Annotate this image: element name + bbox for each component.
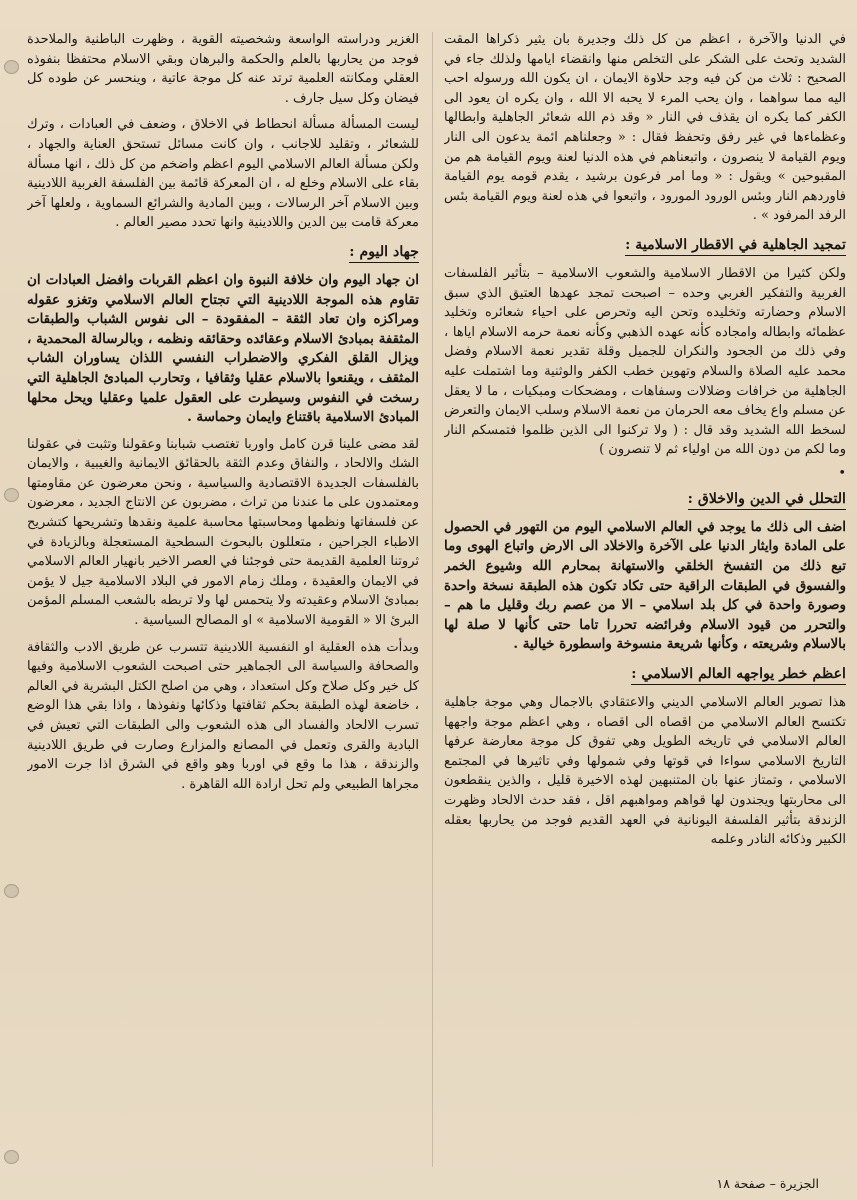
paragraph: في الدنيا والآخرة ، اعظم من كل ذلك وجديرة بان يثير ذكراها المقت الشديد وتحث على الشكر على التخلص منها وانقضاء ايامها ولذلك جاء في الصحيح : ثلاث من كن فيه وجد حلاوة الايمان ، ان يكون الله ورسوله احب اليه مما سواهما ، وان يحب المرء لا يحبه الا الله ، وان يكره ان يعود الى الكفر كما يكره ان يقذف في النار « وقد ذم الله شعائر الجاهلية وابطالها وعظماءها في غير رفق وتحفظ فقال : « وجعلناهم ائمة يدعون الى النار ويوم القيامة لا ينصرون ، واتبعناهم في هذه الدنيا لعنة ويوم القيامة هم من المقبوحين » ويقول : « وما امر فرعون برشيد ، يقدم قومه يوم القيامة فاوردهم النار وبئس الورود المورود ، واتبعوا في هذه لعنة ويوم القيامة بئس الرفد المرفود » . xyxy=(444,32,846,224)
paragraph: اضف الى ذلك ما يوجد في العالم الاسلامي اليوم من التهور في الحصول على المادة وايثار الدنيا على الآخرة والاخلاد الى الارض واتباع الهوى وما تبع ذلك من التفسخ الخلقي والاستهانة بمحارم الله وشيوع الخمر والفسوق في الطبقات الراقية حتى تكاد تكون هذه الطبقة نسخة واحدة وصورة واحدة في كل بلد اسلامي – الا من عصم ربك وقليل ما هم – والتحرر من قيود الاسلام وفرائضه تحررا تاما حتى كأنها لا صلة لها بالاسلام وشريعته ، وكأنها شريعة منسوخة واسطورة خيالية . xyxy=(444,518,846,653)
section-heading: التحلل في الدين والاخلاق : xyxy=(688,491,846,510)
binder-hole xyxy=(4,60,19,74)
section-heading: اعظم خطر يواجهه العالم الاسلامي : xyxy=(631,666,846,685)
binder-hole xyxy=(4,488,19,502)
column-divider xyxy=(432,32,433,1167)
paragraph: وبدأت هذه العقلية او النفسية اللادينية تتسرب عن طريق الادب والثقافة والصحافة والسياسة الى الجماهير حتى اصبحت الشعوب الاسلامية وفيها كل خير وكل صلاح وكل استعداد ، وهي من اصلح الكتل البشرية في العالم ، خاضعة لهذه الطبقة بحكم ثقافتها وذكائها ونفوذها ، واذا بقي هذا الوضع تسرب الالحاد والفساد الى هذه الشعوب والى الطبقات التي تعيش في البادية والقرى وتعمل في المصانع والمزارع وصارت في طريق اللادينية والزندقة ، هذا ما وقع في اوربا وهو واقع في الشرق اذا جرت الامور مجراها الطبيعي ولم تحل ارادة الله القاهرة . xyxy=(27,639,419,792)
separator-dot: • xyxy=(838,465,846,481)
left-column xyxy=(27,30,419,1160)
right-column xyxy=(444,30,846,1160)
section-heading: جهاد اليوم : xyxy=(349,244,419,263)
paragraph: ليست المسألة مسألة انحطاط في الاخلاق ، وضعف في العبادات ، وترك للشعائر ، وتقليد للاجانب ، وان كانت مسائل تستحق العناية والجهاد ، ولكن مسألة العالم الاسلامي اليوم اعظم واضخم من كل ذلك ، انها مسألة بقاء على الاسلام وخلع له ، ان المعركة قائمة بين الفلسفة الغربية اللادينية وبين الاسلام آخر الرسالات ، وبين المادية والشرائع السماوية ، ولعلها آخر معركة قامت بين الدين واللادينية وانها تحدد مصير العالم . xyxy=(27,117,419,231)
paragraph: ولكن كثيرا من الاقطار الاسلامية والشعوب الاسلامية – بتأثير الفلسفات الغربية والتفكير الغربي وحده – اصبحت تمجد عهدها العتيق الذي سبق الاسلام وحضارته وتخليده وتحن اليه وتحرص على احياء شعائره وتخليد عظمائه وابطاله وامجاده كأنه عهده الذهبي وكأنه نعمة حرمه الاسلام اياها ، وفي ذلك من الجحود والنكران للجميل وقلة تقدير نعمة الاسلام وفضل محمد عليه الصلاة والسلام وتهوين خطب الكفر والوثنية وما اشتملت عليه الجاهلية من خرافات وضلالات وسفاهات ، ومضحكات ومبكيات ، ما لا يعقل عن مسلم واع يخاف معه الحرمان من نعمة الاسلام وسلب الايمان والتعرض لسخط الله الشديد وقد قال : ( ولا تركنوا الى الذين ظلموا فتمسكم النار وما لكم من دون الله من اولياء ثم لا تنصرون ) xyxy=(444,265,846,458)
paragraph: لقد مضى علينا قرن كامل واوربا تغتصب شبابنا وعقولنا وتثبت في عقولنا الشك والالحاد ، والنفاق وعدم الثقة بالحقائق الايمانية والغيبية ، والايمان بالفلسفات الجديدة الاقتصادية والسياسية ، ونحن معرضون عن مقاومتها ومعتمدون على ما عندنا من تراث ، مضربون عن الانتاج الجديد ، معرضون عن فلسفاتها ونظمها ومحاسبتها محاسبة علمية ونقدها وتشريحها كتشريح الاطباء الجراحين ، متعللون بالبحوث السطحية المستعجلة وبالزيادة في ثروتنا العلمية القديمة حتى فوجئنا في العصر الاخير بانهيار العالم الاسلامي في الايمان والعقيدة ، وملك زمام الامور في البلاد الاسلامية جيل لا يؤمن بمبادئ الاسلام وعقيدته ولا يتحمس لها ولا تربطه بالشعب المسلم المؤمن البرئ الا « القومية الاسلامية » او المصالح السياسية . xyxy=(27,436,419,629)
paragraph: الغزير ودراسته الواسعة وشخصيته القوية ، وظهرت الباطنية والملاحدة فوجد من يحاربها بالعلم والحكمة والبرهان وبقي الاسلام محتفظا بنفوذه العقلي ومكانته العلمية ترتد عنه كل موجة عاتية ، وينحسر عن طوده كل فيضان وكل سيل جارف . xyxy=(27,32,419,106)
binder-hole xyxy=(4,884,19,898)
section-heading: تمجيد الجاهلية في الاقطار الاسلامية : xyxy=(625,237,846,256)
paragraph: هذا تصوير العالم الاسلامي الديني والاعتقادي بالاجمال وهي موجة جاهلية تكتسح العالم الاسلامي من اقصاه الى اقصاه ، وهي اعظم موجة واجهها العالم الاسلامي في تاريخه الطويل وهي تفوق كل موجة معارضة عرفها التاريخ الاسلامي سواءا في قوتها وفي شمولها وفي تاثيرها في المجتمع الاسلامي ، وتمتاز عنها بان المتنبهين لهذه الاخيرة قليل ، والذين ينقطعون الى محاربتها ويجندون لها قواهم ومواهبهم اقل ، فقد حدث الالحاد وظهرت الزندقة بتأثير الفلسفة اليونانية في العهد القديم فوجد من يحاربها بعقله الكبير وذكائه النادر وعلمه xyxy=(444,695,846,848)
paragraph: ان جهاد اليوم وان خلافة النبوة وان اعظم القربات وافضل العبادات ان تقاوم هذه الموجة اللادينية التي تجتاح العالم الاسلامي وتغزو عقوله ومراكزه وان تعاد الثقة – المفقودة – الى نفوس الشباب والطبقات المثقفة بمبادئ الاسلام وعقائده وحقائقه ونظمه ، وبالرسالة المحمدية ، ويزال القلق الفكري والاضطراب النفسي اللذان يساوران الشاب المثقف ، ويقنعوا بالاسلام عقليا وثقافيا ، وتحارب المبادئ الجاهلية التي رسخت في النفوس وسيطرت على العقول علميا وعقليا ويحل محلها المبادئ الاسلامية باقتناع وايمان وحماسة . xyxy=(27,271,419,426)
binder-hole xyxy=(4,1150,19,1164)
page-footer: الجزيرة – صفحة ١٨ xyxy=(716,1176,819,1191)
